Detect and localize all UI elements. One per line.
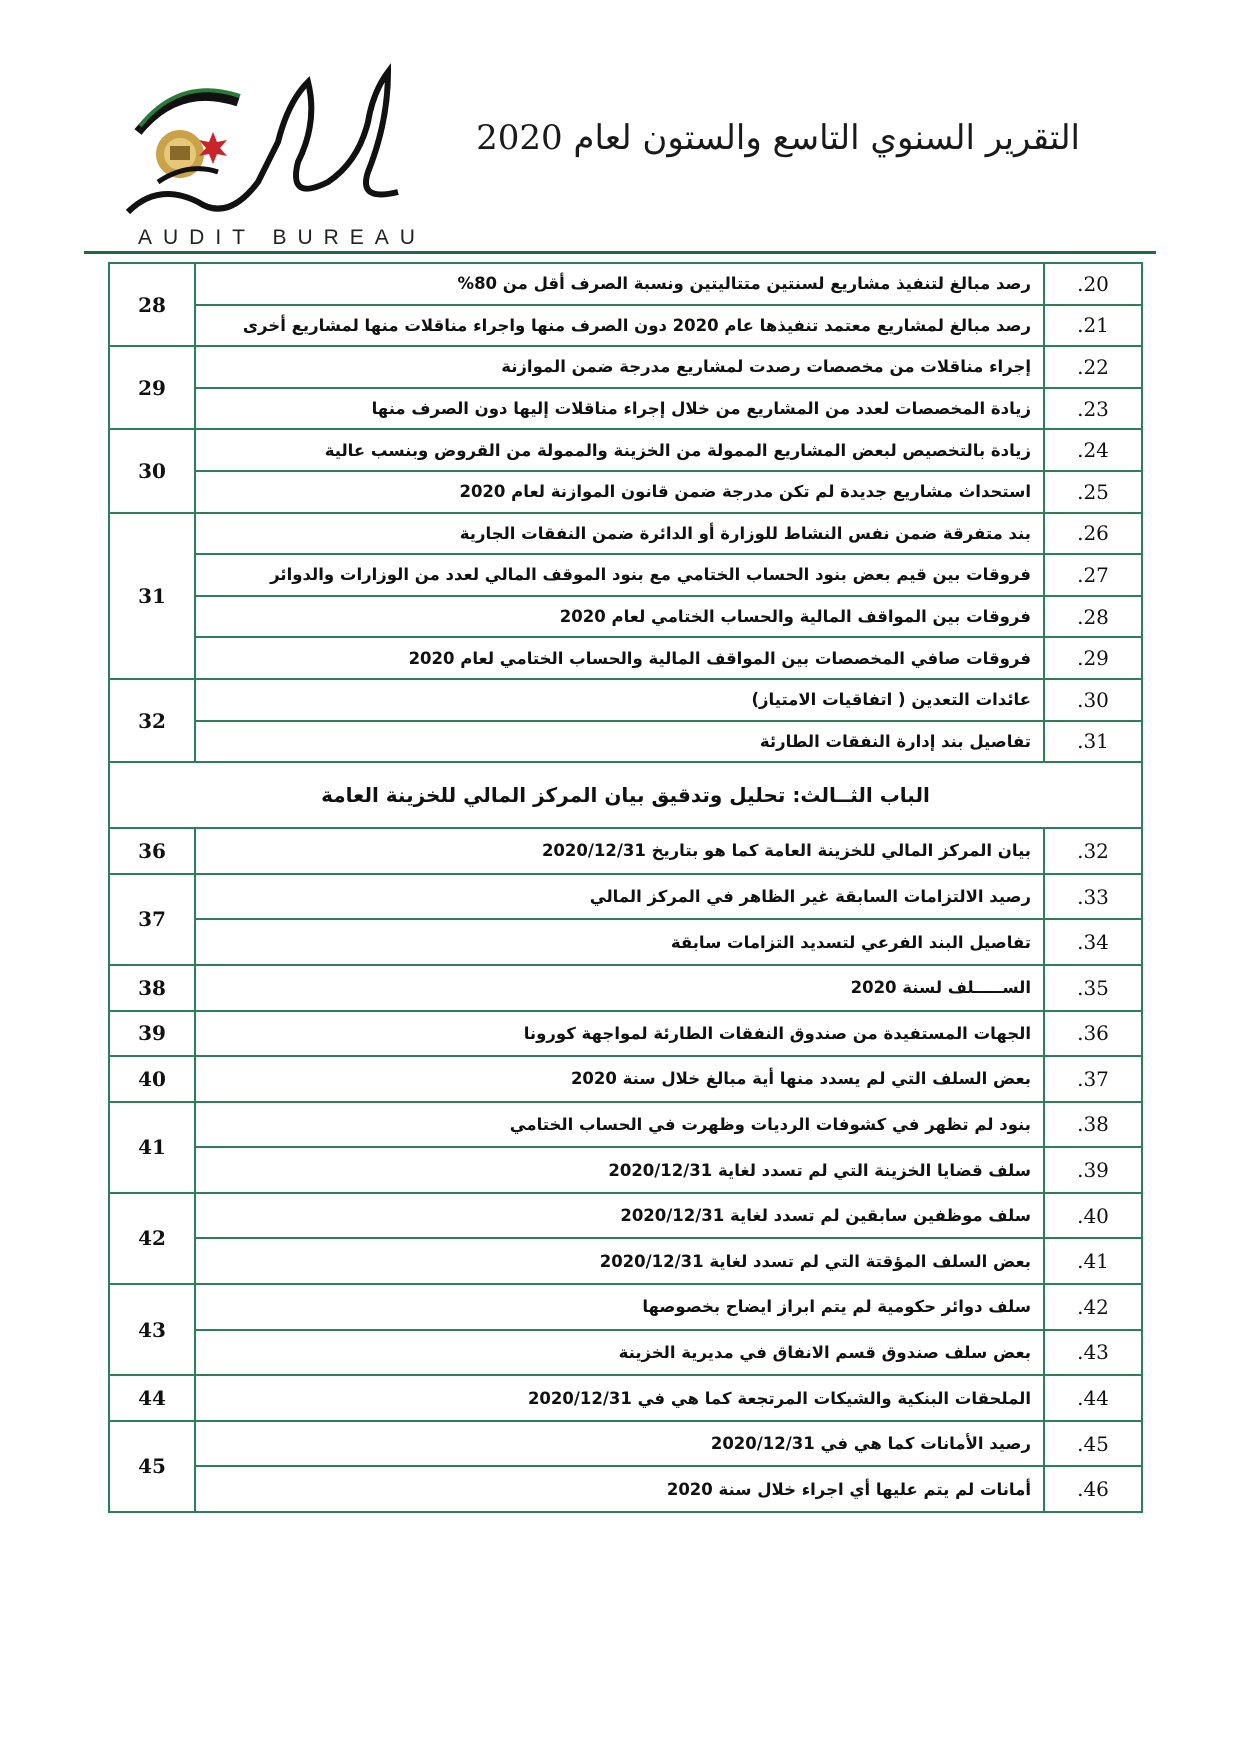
item-number: .27 bbox=[1044, 554, 1142, 596]
header-divider bbox=[84, 251, 1156, 254]
item-title: الجهات المستفيدة من صندوق النفقات الطارئة لمواجهة كورونا bbox=[195, 1011, 1044, 1057]
table-row bbox=[109, 1330, 1142, 1376]
table-row bbox=[109, 554, 1142, 596]
item-number: .28 bbox=[1044, 596, 1142, 638]
table-row bbox=[109, 1375, 1142, 1421]
item-title: سلف موظفين سابقين لم تسدد لغاية 2020/12/31 bbox=[195, 1193, 1044, 1239]
item-title: عائدات التعدين ( اتفاقيات الامتياز) bbox=[195, 679, 1044, 721]
item-title: سلف دوائر حكومية لم يتم ابراز ايضاح بخصوصها bbox=[195, 1284, 1044, 1330]
item-title: رصد مبالغ لمشاريع معتمد تنفيذها عام 2020 دون الصرف منها واجراء مناقلات منها لمشاريع أخرى bbox=[195, 305, 1044, 347]
table-row bbox=[109, 1102, 1142, 1148]
item-number: .24 bbox=[1044, 429, 1142, 471]
page-number: 42 bbox=[109, 1193, 195, 1284]
page-number: 30 bbox=[109, 429, 195, 512]
item-title: تفاصيل بند إدارة النفقات الطارئة bbox=[195, 721, 1044, 763]
page-number: 43 bbox=[109, 1284, 195, 1375]
page-number: 28 bbox=[109, 263, 195, 346]
item-number: .40 bbox=[1044, 1193, 1142, 1239]
page-number: 40 bbox=[109, 1056, 195, 1102]
item-title: رصيد الالتزامات السابقة غير الظاهر في المركز المالي bbox=[195, 874, 1044, 920]
item-number: .36 bbox=[1044, 1011, 1142, 1057]
table-row bbox=[109, 1284, 1142, 1330]
item-number: .39 bbox=[1044, 1147, 1142, 1193]
page-number: 37 bbox=[109, 874, 195, 965]
table-row bbox=[109, 1056, 1142, 1102]
item-number: .42 bbox=[1044, 1284, 1142, 1330]
table-row bbox=[109, 305, 1142, 347]
item-title: رصيد الأمانات كما هي في 2020/12/31 bbox=[195, 1421, 1044, 1467]
table-row bbox=[109, 1193, 1142, 1239]
table-row bbox=[109, 965, 1142, 1011]
item-number: .46 bbox=[1044, 1466, 1142, 1512]
audit-bureau-logo bbox=[118, 62, 426, 252]
item-title: الســـــلف لسنة 2020 bbox=[195, 965, 1044, 1011]
item-title: الملحقات البنكية والشيكات المرتجعة كما هي في 2020/12/31 bbox=[195, 1375, 1044, 1421]
item-number: .25 bbox=[1044, 471, 1142, 513]
item-number: .21 bbox=[1044, 305, 1142, 347]
page-number: 44 bbox=[109, 1375, 195, 1421]
item-title: بنود لم تظهر في كشوفات الرديات وظهرت في الحساب الختامي bbox=[195, 1102, 1044, 1148]
item-number: .20 bbox=[1044, 263, 1142, 305]
section-row bbox=[109, 762, 1142, 828]
table-row bbox=[109, 388, 1142, 430]
item-title: سلف قضايا الخزينة التي لم تسدد لغاية 2020/12/31 bbox=[195, 1147, 1044, 1193]
logo-emblem-icon bbox=[118, 62, 426, 252]
item-title: أمانات لم يتم عليها أي اجراء خلال سنة 2020 bbox=[195, 1466, 1044, 1512]
table-row bbox=[109, 513, 1142, 555]
table-row bbox=[109, 1421, 1142, 1467]
item-title: فروقات بين قيم بعض بنود الحساب الختامي مع بنود الموقف المالي لعدد من الوزارات والدوائر bbox=[195, 554, 1044, 596]
page-number: 31 bbox=[109, 513, 195, 679]
table-row bbox=[109, 1011, 1142, 1057]
table-row bbox=[109, 346, 1142, 388]
item-number: .31 bbox=[1044, 721, 1142, 763]
logo-text: AUDIT BUREAU bbox=[138, 226, 426, 249]
item-number: .45 bbox=[1044, 1421, 1142, 1467]
item-title: إجراء مناقلات من مخصصات رصدت لمشاريع مدرجة ضمن الموازنة bbox=[195, 346, 1044, 388]
item-number: .33 bbox=[1044, 874, 1142, 920]
item-number: .41 bbox=[1044, 1238, 1142, 1284]
item-number: .34 bbox=[1044, 919, 1142, 965]
item-title: فروقات بين المواقف المالية والحساب الختامي لعام 2020 bbox=[195, 596, 1044, 638]
page-number: 45 bbox=[109, 1421, 195, 1512]
table-row bbox=[109, 1466, 1142, 1512]
item-number: .37 bbox=[1044, 1056, 1142, 1102]
item-title: بند متفرقة ضمن نفس النشاط للوزارة أو الدائرة ضمن النفقات الجارية bbox=[195, 513, 1044, 555]
table-row bbox=[109, 471, 1142, 513]
table-row bbox=[109, 263, 1142, 305]
item-number: .29 bbox=[1044, 637, 1142, 679]
page-number: 38 bbox=[109, 965, 195, 1011]
table-row bbox=[109, 596, 1142, 638]
section-heading: الباب الثــالث: تحليل وتدقيق بيان المركز المالي للخزينة العامة bbox=[109, 762, 1142, 828]
item-title: بعض السلف المؤقتة التي لم تسدد لغاية 2020/12/31 bbox=[195, 1238, 1044, 1284]
page-number: 41 bbox=[109, 1102, 195, 1193]
page-number: 32 bbox=[109, 679, 195, 762]
page-number: 39 bbox=[109, 1011, 195, 1057]
table-row bbox=[109, 429, 1142, 471]
table-row bbox=[109, 637, 1142, 679]
table-row bbox=[109, 874, 1142, 920]
table-row bbox=[109, 1147, 1142, 1193]
item-number: .26 bbox=[1044, 513, 1142, 555]
page-number: 36 bbox=[109, 828, 195, 874]
item-title: بعض سلف صندوق قسم الانفاق في مديرية الخزينة bbox=[195, 1330, 1044, 1376]
item-title: بيان المركز المالي للخزينة العامة كما هو بتاريخ 2020/12/31 bbox=[195, 828, 1044, 874]
table-row bbox=[109, 679, 1142, 721]
page-number: 29 bbox=[109, 346, 195, 429]
page-title: التقرير السنوي التاسع والستون لعام 2020 bbox=[476, 118, 1080, 158]
item-number: .23 bbox=[1044, 388, 1142, 430]
item-title: فروقات صافي المخصصات بين المواقف المالية والحساب الختامي لعام 2020 bbox=[195, 637, 1044, 679]
item-title: زيادة بالتخصيص لبعض المشاريع الممولة من الخزينة والممولة من القروض وبنسب عالية bbox=[195, 429, 1044, 471]
item-number: .43 bbox=[1044, 1330, 1142, 1376]
table-row bbox=[109, 721, 1142, 763]
item-number: .32 bbox=[1044, 828, 1142, 874]
item-number: .38 bbox=[1044, 1102, 1142, 1148]
item-number: .35 bbox=[1044, 965, 1142, 1011]
item-title: بعض السلف التي لم يسدد منها أية مبالغ خلال سنة 2020 bbox=[195, 1056, 1044, 1102]
item-title: استحداث مشاريع جديدة لم تكن مدرجة ضمن قانون الموازنة لعام 2020 bbox=[195, 471, 1044, 513]
item-title: تفاصيل البند الفرعي لتسديد التزامات سابقة bbox=[195, 919, 1044, 965]
table-of-contents bbox=[108, 262, 1143, 1513]
item-number: .44 bbox=[1044, 1375, 1142, 1421]
table-row bbox=[109, 919, 1142, 965]
table-row bbox=[109, 828, 1142, 874]
item-title: رصد مبالغ لتنفيذ مشاريع لسنتين متتاليتين ونسبة الصرف أقل من 80% bbox=[195, 263, 1044, 305]
table-row bbox=[109, 1238, 1142, 1284]
item-number: .30 bbox=[1044, 679, 1142, 721]
item-title: زيادة المخصصات لعدد من المشاريع من خلال إجراء مناقلات إليها دون الصرف منها bbox=[195, 388, 1044, 430]
item-number: .22 bbox=[1044, 346, 1142, 388]
